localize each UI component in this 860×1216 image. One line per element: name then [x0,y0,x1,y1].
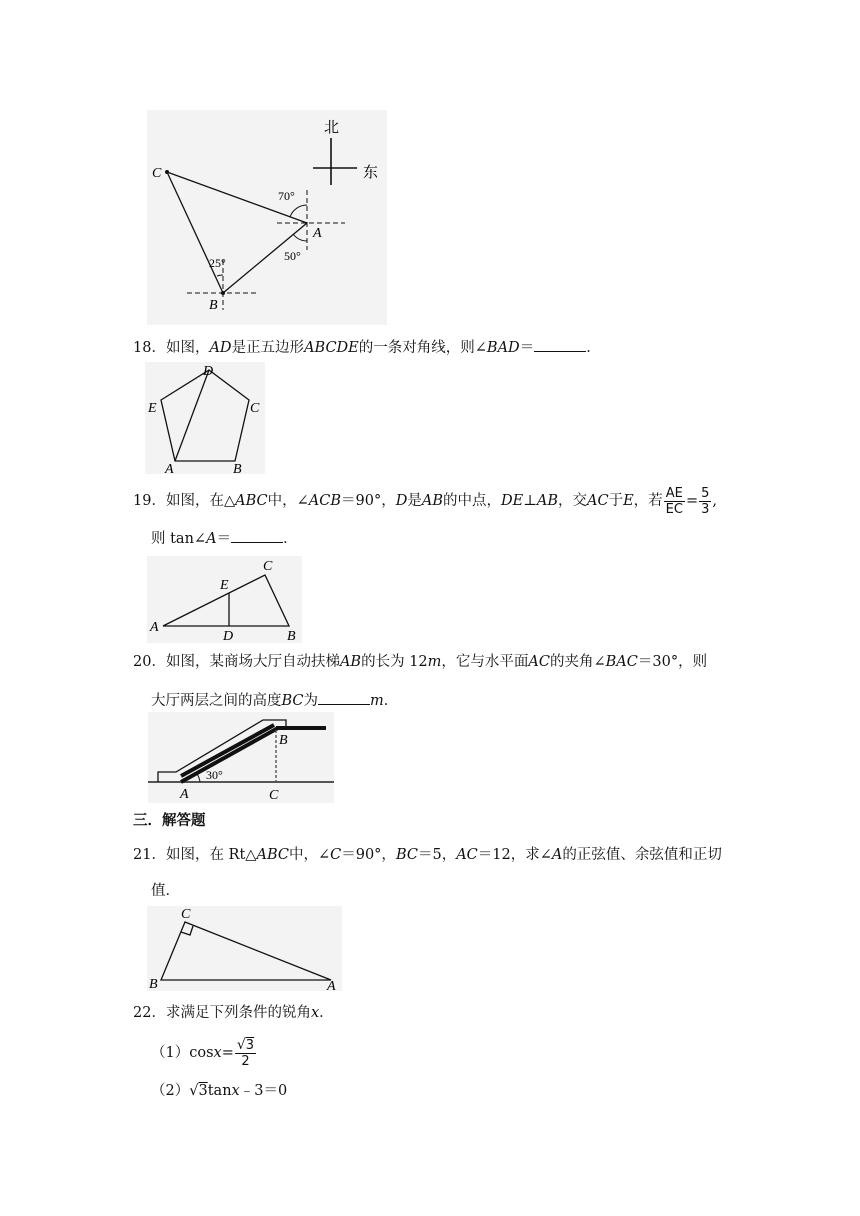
answer-blank-19[interactable] [231,528,283,543]
question-20-line2: 大厅两层之间的高度BC为 m． [151,690,398,711]
pentagon-label-a: A [165,462,174,474]
figure-q18-pentagon [145,362,265,474]
figure-q20-escalator [148,712,334,803]
vertex-label-c: C [152,166,162,181]
question-20: 20．如图，某商场大厅自动扶梯AB的长为 12m，它与水平面AC的夹角∠BAC＝30°，则 [133,654,708,670]
triangle-label-d: D [223,629,234,643]
triangle-label-a: A [150,620,159,635]
ratio-fraction-5-3: $\frac{5}{3}$ [701,485,710,517]
right-triangle-label-c: C [181,907,191,922]
angle-label-50: 50° [284,249,301,263]
pentagon-label-d: D [203,364,214,379]
north-label: 北 [324,120,340,136]
question-22: 22．求满足下列条件的锐角x． [133,1005,334,1021]
right-triangle-label-b: B [149,977,158,991]
right-triangle-label-a: A [327,979,336,991]
answer-blank-20[interactable] [318,690,370,705]
ratio-fraction-ae-ec: $\frac{AE}{EC}$ [665,485,683,517]
angle-label-70: 70° [278,189,295,203]
question-22-part-2: （2）√3tanx﹣3＝0 [151,1083,288,1099]
figure-q19-triangle [147,556,302,643]
section-heading-answers: 三．解答题 [133,812,206,829]
escalator-label-b: B [279,733,288,748]
question-21-line2: 值． [151,883,180,899]
triangle-label-e: E [220,578,229,593]
pentagon-label-e: E [148,401,157,416]
sqrt3-over-2-fraction: $\frac{√3}{2}$ [236,1036,255,1069]
figure-q17-bearing-diagram [147,110,387,325]
question-18: 18．如图，AD是正五边形ABCDE的一条对角线，则∠BAD＝ ． [133,337,601,358]
vertex-label-a: A [313,226,322,241]
figure-q21-right-triangle [147,906,342,991]
escalator-label-a: A [180,787,189,802]
triangle-label-b: B [287,629,296,643]
question-21: 21．如图，在 Rt△ABC中，∠C＝90°，BC＝5，AC＝12，求∠A的正弦值、余弦值和正切 [133,847,722,863]
question-19: 19．如图，在△ABC中，∠ACB＝90°，D是AB的中点，DE⊥AB，交AC于E，若 $\frac{AE}{EC}$ = $\frac{5}{3}$ , [133,485,717,517]
angle-label-25: 25° [209,256,226,270]
pentagon-label-b: B [233,462,242,474]
escalator-label-c: C [269,788,279,803]
answer-blank-18[interactable] [534,337,586,352]
escalator-angle-30: 30° [206,768,223,782]
question-22-part-1: （1）cosx= $\frac{√3}{2}$ [151,1036,255,1069]
pentagon-label-c: C [250,401,260,416]
east-label: 东 [363,165,379,181]
triangle-label-c: C [263,559,273,574]
question-19-line2: 则 tan∠A＝ ． [151,528,298,549]
vertex-label-b: B [209,298,218,313]
